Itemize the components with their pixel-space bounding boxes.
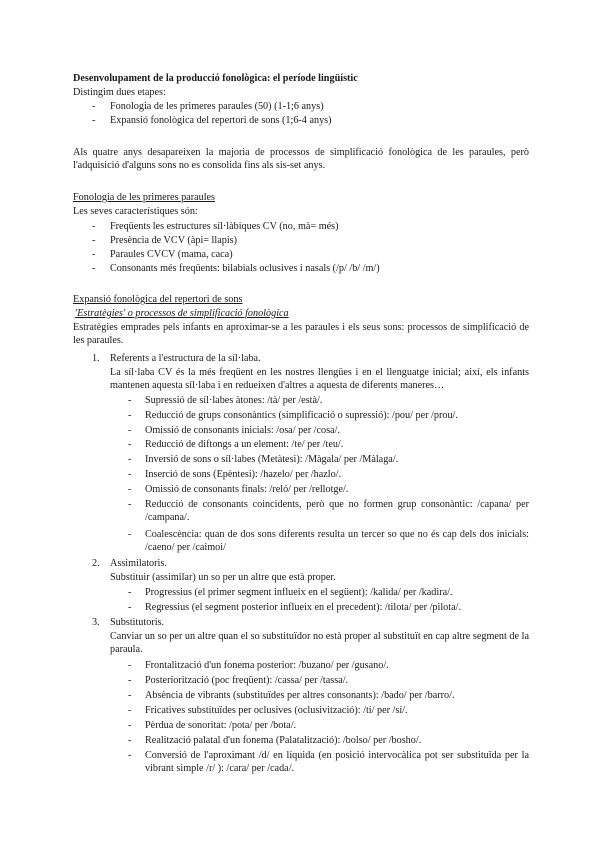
bullet-dash: - [128,395,132,406]
bullet-dash: - [92,115,96,126]
point-number: 3. [92,617,100,628]
bullet-dash: - [128,410,132,421]
page-title: Desenvolupament de la producció fonològica: el període lingüístic [73,73,358,84]
list-item: Freqüents les estructures síl·làbiques CV (no, mà= més) [110,221,339,232]
bullet-dash: - [128,720,132,731]
list-item: Coalescència: quan de dos sons diferents resulta un tercer so que no és cap dels dos inicials: /caeno/ per /caimoi/ [145,529,529,554]
point-title: Substitutoris. [110,617,165,628]
bullet-dash: - [92,101,96,112]
section-lead: Les seves característiques són: [73,206,198,217]
bullet-dash: - [92,249,96,260]
list-item: Fricatives substituïdes per oclusives (oclusivització): /tí/ per /sí/. [145,705,408,716]
intro-item: Fonologia de les primeres paraules (50) (1-1;6 anys) [110,101,324,112]
point-number: 2. [92,558,100,569]
section-heading: Expansió fonològica del repertori de sons [73,294,243,305]
bullet-dash: - [128,750,132,761]
bullet-dash: - [128,735,132,746]
bullet-dash: - [128,690,132,701]
bullet-dash: - [128,705,132,716]
list-item: Paraules CVCV (mama, caca) [110,249,233,260]
intro-lead: Distingim dues etapes: [73,87,166,98]
section-lead: Estratègies emprades pels infants en aproximar-se a les paraules i els seus sons: processos de simplificació de les paraules. [73,322,529,347]
list-item: Reducció de diftongs a un element: /te/ per /teu/. [145,439,344,450]
bullet-dash: - [128,587,132,598]
list-item: Inserció de sons (Epèntesi): /hazelo/ per /hazlo/. [145,469,342,480]
list-item: Omissió de consonants finals: /reló/ per /rellotge/. [145,484,349,495]
bullet-dash: - [128,454,132,465]
list-item: Supressió de síl·labes àtones: /tà/ per /està/. [145,395,323,406]
bullet-dash: - [128,660,132,671]
bullet-dash: - [128,484,132,495]
bullet-dash: - [128,602,132,613]
list-item: Consonants més freqüents: bilabials oclusives i nasals (/p/ /b/ /m/) [110,263,380,274]
point-title: Assimilatoris. [110,558,167,569]
bullet-dash: - [92,221,96,232]
list-item: Realització palatal d'un fonema (Palatalització): /bolso/ per /bosho/. [145,735,422,746]
list-item: Pèrdua de sonoritat: /pota/ per /bota/. [145,720,297,731]
point-title: Referents a l'estructura de la síl·laba. [110,353,261,364]
list-item: Regressius (el segment posterior influeix en el precedent): /tilota/ per /pilota/. [145,602,462,613]
list-item: Presència de VCV (àpi= llapis) [110,235,238,246]
list-item: Reducció de consonants coincidents, però que no formen grup consonàntic: /capana/ per /campana/. [145,499,529,524]
paragraph: Als quatre anys desapareixen la majoria de processos de simplificació fonològica de les paraules, però l'adquisició d'alguns sons no es consolida fins als sis-set anys. [73,147,529,172]
point-description: Substituir (assimilar) un so per un altre que està proper. [110,572,336,583]
list-item: Reducció de grups consonàntics (simplificació o supressió): /pou/ per /prou/. [145,410,458,421]
list-item: Conversió de l'aproximant /d/ en líquida (en posició intervocàlica pot ser substituïda per la vibrant simple /r/ ): /cara/ per /cada/. [145,750,529,775]
bullet-dash: - [128,529,132,540]
point-description: Canviar un so per un altre quan el so substituïdor no està proper al substituït en cap altre segment de la paraula. [110,631,529,656]
point-description: La síl·laba CV és la més freqüent en les nostres llengües i en el llenguatge inicial; així, els infants mantenen aquesta síl·laba i en redueixen d'altres a aquesta de diferents maneres… [110,367,529,392]
bullet-dash: - [128,469,132,480]
section-heading: Fonologia de les primeres paraules [73,192,216,203]
bullet-dash: - [128,499,132,510]
list-item: Absència de vibrants (substituïdes per altres consonants): /bado/ per /barro/. [145,690,455,701]
list-item: Frontalització d'un fonema posterior: /buzano/ per /gusano/. [145,660,389,671]
intro-item: Expansió fonològica del repertori de sons (1;6-4 anys) [110,115,332,126]
bullet-dash: - [128,675,132,686]
list-item: Progressius (el primer segment influeix en el següent): /kalida/ per /kadira/. [145,587,453,598]
point-number: 1. [92,353,100,364]
bullet-dash: - [128,439,132,450]
list-item: Omissió de consonants inicials: /osa/ per /cosa/. [145,425,340,436]
bullet-dash: - [128,425,132,436]
list-item: Inversió de sons o síl·labes (Metàtesi): /Màgala/ per /Màlaga/. [145,454,399,465]
bullet-dash: - [92,263,96,274]
bullet-dash: - [92,235,96,246]
list-item: Posteriorització (poc freqüent): /cassa/ per /tassa/. [145,675,349,686]
section-subheading: 'Estratègies' o processos de simplificació fonològica [75,308,289,319]
